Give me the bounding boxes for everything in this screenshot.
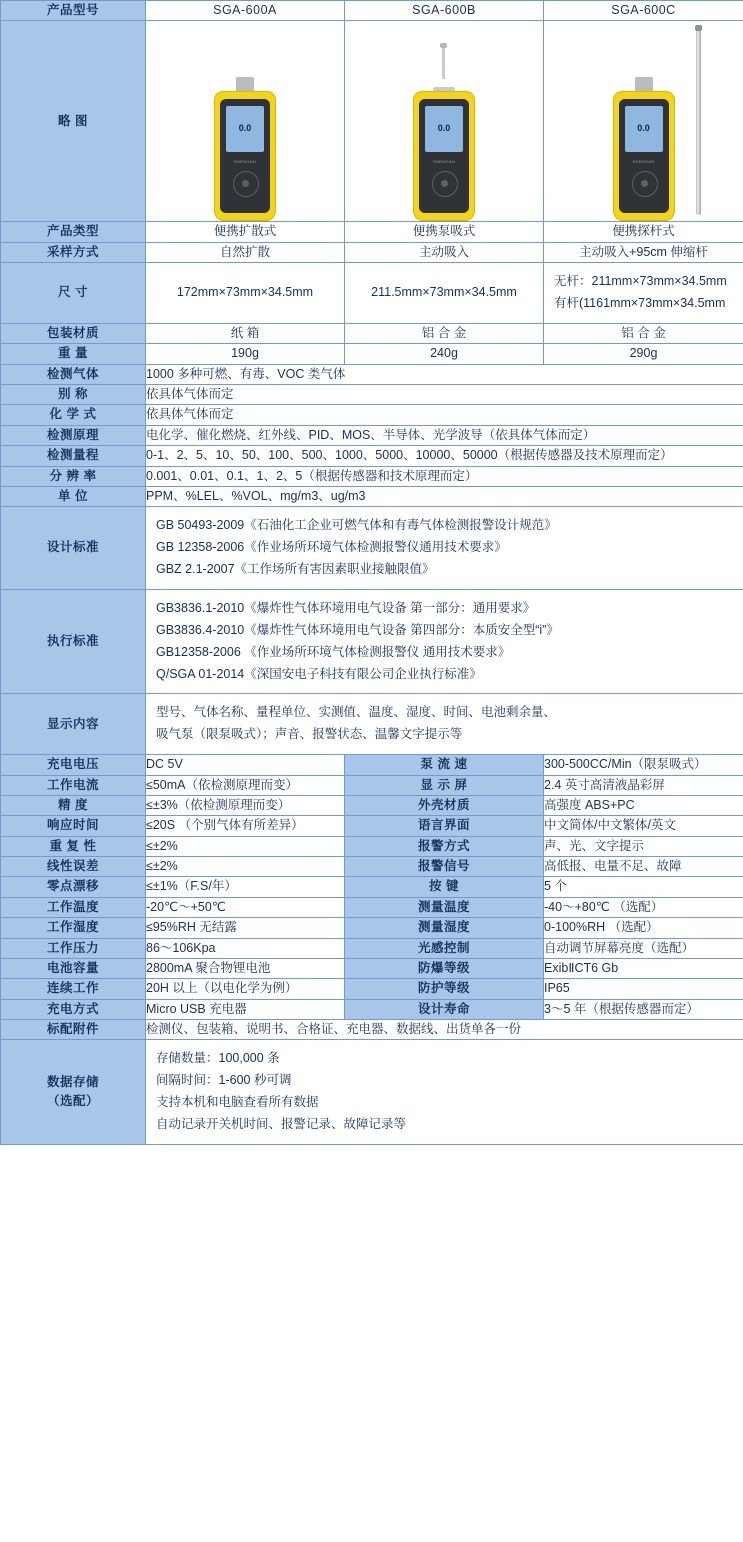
design-standard-line1: GB 50493-2009《石油化工企业可燃气体和有毒气体检测报警设计规范》	[156, 518, 557, 533]
row-label-data-storage	[1, 1040, 146, 1145]
dimension-c	[544, 263, 743, 324]
exec-standard-line1: GB3836.1-2010《爆炸性气体环境用电气设备 第一部分：通用要求》	[156, 600, 536, 615]
row-label-working-current: 工作电流	[1, 775, 146, 795]
keys-value: 5 个	[544, 877, 743, 897]
accessories-value: 检测仪、包装箱、说明书、合格证、充电器、数据线、出货单各一份	[146, 1020, 743, 1040]
accuracy-value: ≤±3%（依检测原理而变）	[146, 795, 345, 815]
table-row-zero-drift	[1, 877, 743, 897]
row-label-data-storage-line1: 数据存储	[46, 1074, 99, 1089]
table-row-response-time	[1, 816, 743, 836]
row-label-charge-method: 充电方式	[1, 999, 146, 1019]
table-row-packaging	[1, 323, 743, 343]
battery-capacity-value: 2800mA 聚合物锂电池	[146, 958, 345, 978]
ip-rating-value: IP65	[544, 979, 743, 999]
table-row-data-storage	[1, 1040, 743, 1145]
data-storage-line1: 存储数量：100,000 条	[156, 1051, 280, 1066]
row-label-light-sensor: 光感控制	[345, 938, 544, 958]
table-row-unit	[1, 486, 743, 506]
table-row-charge-method	[1, 999, 743, 1019]
table-row-working-temperature	[1, 897, 743, 917]
table-row-sampling	[1, 242, 743, 262]
detector-probe-icon	[613, 71, 675, 221]
row-label-ip-rating: 防护等级	[345, 979, 544, 999]
row-label-design-life: 设计寿命	[345, 999, 544, 1019]
charge-method-value: Micro USB 充电器	[146, 999, 345, 1019]
row-label-dimension: 尺 寸	[1, 263, 146, 324]
row-label-packaging: 包装材质	[1, 323, 146, 343]
row-label-pump-flow: 泵 流 速	[345, 755, 544, 775]
exec-standard-line4: Q/SGA 01-2014《深国安电子科技有限公司企业执行标准》	[156, 666, 482, 681]
model-a: SGA-600A	[146, 1, 345, 21]
sampling-c: 主动吸入+95cm 伸缩杆	[544, 242, 743, 262]
table-row-continuous-work	[1, 979, 743, 999]
row-label-charge-voltage: 充电电压	[1, 755, 146, 775]
row-label-formula: 化 学 式	[1, 405, 146, 425]
device-image-b	[345, 21, 544, 222]
row-label-product-type: 产品类型	[1, 222, 146, 242]
table-row-linearity-error	[1, 857, 743, 877]
row-label-repeatability: 重 复 性	[1, 836, 146, 856]
row-label-zero-drift: 零点漂移	[1, 877, 146, 897]
row-label-linearity-error: 线性误差	[1, 857, 146, 877]
packaging-b: 铝 合 金	[345, 323, 544, 343]
device-image-a	[146, 21, 345, 222]
row-label-detected-gas: 检测气体	[1, 364, 146, 384]
dimension-c-line1: 无杆：211mm×73mm×34.5mm	[554, 274, 727, 289]
alias-value: 依具体气体而定	[146, 385, 743, 405]
design-standard-line2: GB 12358-2006《作业场所环境气体检测报警仪通用技术要求》	[156, 540, 507, 555]
dimension-c-line2: 有杆(1161mm×73mm×34.5mm	[554, 296, 726, 310]
working-temperature-value: -20℃～+50℃	[146, 897, 345, 917]
product-type-b: 便携泵吸式	[345, 222, 544, 242]
screen-reading-c: 0.0	[637, 123, 650, 134]
detector-pump-icon	[413, 71, 475, 221]
table-row-battery-capacity	[1, 958, 743, 978]
row-label-model: 产品型号	[1, 1, 146, 21]
pump-flow-value: 300-500CC/Min（限泵吸式）	[544, 755, 743, 775]
ex-rating-value: ExibⅡCT6 Gb	[544, 958, 743, 978]
row-label-diagram: 略 图	[1, 21, 146, 222]
linearity-error-value: ≤±2%	[146, 857, 345, 877]
resolution-value: 0.001、0.01、0.1、1、2、5（根据传感器和技术原理而定）	[146, 466, 743, 486]
zero-drift-value: ≤±1%（F.S/年）	[146, 877, 345, 897]
table-row-working-pressure	[1, 938, 743, 958]
row-label-display-content: 显示内容	[1, 694, 146, 755]
row-label-continuous-work: 连续工作	[1, 979, 146, 999]
table-row-range	[1, 446, 743, 466]
row-label-data-storage-line2: （选配）	[46, 1094, 99, 1109]
table-row-charge-voltage	[1, 755, 743, 775]
row-label-alarm-signal: 报警信号	[345, 857, 544, 877]
table-row-diagram	[1, 21, 743, 222]
table-row-product-type	[1, 222, 743, 242]
table-row-working-humidity	[1, 918, 743, 938]
screen-reading-b: 0.0	[437, 123, 451, 134]
row-label-measure-humidity: 测量湿度	[345, 918, 544, 938]
data-storage-line4: 自动记录开关机时间、报警记录、故障记录等	[156, 1117, 407, 1131]
table-row-design-standard	[1, 507, 743, 590]
dimension-b: 211.5mm×73mm×34.5mm	[345, 263, 544, 324]
continuous-work-value: 20H 以上（以电化学为例）	[146, 979, 345, 999]
weight-c: 290g	[544, 344, 743, 364]
table-row-accessories	[1, 1020, 743, 1040]
formula-value: 依具体气体而定	[146, 405, 743, 425]
detector-diffusion-icon	[214, 71, 276, 221]
brand-text-a: SHENGAN	[234, 159, 256, 165]
row-label-response-time: 响应时间	[1, 816, 146, 836]
row-label-measure-temperature: 测量温度	[345, 897, 544, 917]
range-value: 0-1、2、5、10、50、100、500、1000、5000、10000、50000（根据传感器及技术原理而定）	[146, 446, 743, 466]
row-label-ex-rating: 防爆等级	[345, 958, 544, 978]
table-row-repeatability	[1, 836, 743, 856]
row-label-exec-standard: 执行标准	[1, 589, 146, 694]
device-image-c	[544, 21, 743, 222]
packaging-c: 铝 合 金	[544, 323, 743, 343]
row-label-principle: 检测原理	[1, 425, 146, 445]
exec-standard-line3: GB12358-2006 《作业场所环境气体检测报警仪 通用技术要求》	[156, 644, 511, 659]
unit-value: PPM、%LEL、%VOL、mg/m3、ug/m3	[146, 486, 743, 506]
light-sensor-value: 自动调节屏幕亮度（选配）	[544, 938, 743, 958]
screen-reading-a: 0.0	[238, 123, 252, 134]
measure-humidity-value: 0-100%RH （选配）	[544, 918, 743, 938]
row-label-working-temperature: 工作温度	[1, 897, 146, 917]
row-label-accessories: 标配附件	[1, 1020, 146, 1040]
row-label-language: 语言界面	[345, 816, 544, 836]
working-current-value: ≤50mA（依检测原理而变）	[146, 775, 345, 795]
data-storage-line3: 支持本机和电脑查看所有数据	[156, 1095, 319, 1110]
table-row-formula	[1, 405, 743, 425]
row-label-range: 检测量程	[1, 446, 146, 466]
brand-text-c: SHENGAN	[632, 159, 655, 165]
table-row-alias	[1, 385, 743, 405]
row-label-unit: 单 位	[1, 486, 146, 506]
table-row-exec-standard	[1, 589, 743, 694]
alarm-signal-value: 高低报、电量不足、故障	[544, 857, 743, 877]
sampling-b: 主动吸入	[345, 242, 544, 262]
charge-voltage-value: DC 5V	[146, 755, 345, 775]
product-type-a: 便携扩散式	[146, 222, 345, 242]
design-life-value: 3～5 年（根据传感器而定）	[544, 999, 743, 1019]
row-label-alias: 别 称	[1, 385, 146, 405]
shell-material-value: 高强度 ABS+PC	[544, 795, 743, 815]
model-b: SGA-600B	[345, 1, 544, 21]
principle-value: 电化学、催化燃烧、红外线、PID、MOS、半导体、光学波导（依具体气体而定）	[146, 425, 743, 445]
display-content-line2: 吸气泵（限泵吸式）；声音、报警状态、温馨文字提示等	[156, 727, 463, 742]
table-row-dimension	[1, 263, 743, 324]
design-standard-value	[146, 507, 743, 590]
row-label-weight: 重 量	[1, 344, 146, 364]
row-label-accuracy: 精 度	[1, 795, 146, 815]
table-row-weight	[1, 344, 743, 364]
language-value: 中文简体/中文繁体/英文	[544, 816, 743, 836]
row-label-working-pressure: 工作压力	[1, 938, 146, 958]
data-storage-value	[146, 1040, 743, 1145]
row-label-battery-capacity: 电池容量	[1, 958, 146, 978]
table-row-accuracy	[1, 795, 743, 815]
row-label-working-humidity: 工作湿度	[1, 918, 146, 938]
dimension-a: 172mm×73mm×34.5mm	[146, 263, 345, 324]
exec-standard-value	[146, 589, 743, 694]
data-storage-line2: 间隔时间：1-600 秒可调	[156, 1073, 292, 1088]
model-c: SGA-600C	[544, 1, 743, 21]
measure-temperature-value: -40～+80℃ （选配）	[544, 897, 743, 917]
table-row-model	[1, 1, 743, 21]
weight-b: 240g	[345, 344, 544, 364]
product-type-c: 便携探杆式	[544, 222, 743, 242]
table-row-display-content	[1, 694, 743, 755]
working-pressure-value: 86～106Kpa	[146, 938, 345, 958]
display-content-value	[146, 694, 743, 755]
sampling-a: 自然扩散	[146, 242, 345, 262]
detected-gas-value: 1000 多种可燃、有毒、VOC 类气体	[146, 364, 743, 384]
weight-a: 190g	[146, 344, 345, 364]
working-humidity-value: ≤95%RH 无结露	[146, 918, 345, 938]
packaging-a: 纸 箱	[146, 323, 345, 343]
table-row-working-current	[1, 775, 743, 795]
table-row-resolution	[1, 466, 743, 486]
brand-text-b: SHENGAN	[433, 159, 455, 165]
row-label-sampling: 采样方式	[1, 242, 146, 262]
exec-standard-line2: GB3836.4-2010《爆炸性气体环境用电气设备 第四部分：本质安全型“i”》	[156, 622, 559, 637]
row-label-design-standard: 设计标准	[1, 507, 146, 590]
row-label-shell-material: 外壳材质	[345, 795, 544, 815]
row-label-resolution: 分 辨 率	[1, 466, 146, 486]
display-screen-value: 2.4 英寸高清液晶彩屏	[544, 775, 743, 795]
alarm-method-value: 声、光、文字提示	[544, 836, 743, 856]
display-content-line1: 型号、气体名称、量程单位、实测值、温度、湿度、时间、电池剩余量、	[156, 705, 557, 720]
row-label-display-screen: 显 示 屏	[345, 775, 544, 795]
response-time-value: ≤20S （个别气体有所差异）	[146, 816, 345, 836]
row-label-alarm-method: 报警方式	[345, 836, 544, 856]
table-row-detected-gas	[1, 364, 743, 384]
row-label-keys: 按 键	[345, 877, 544, 897]
design-standard-line3: GBZ 2.1-2007《工作场所有害因素职业接触限值》	[156, 562, 435, 576]
table-row-principle	[1, 425, 743, 445]
repeatability-value: ≤±2%	[146, 836, 345, 856]
